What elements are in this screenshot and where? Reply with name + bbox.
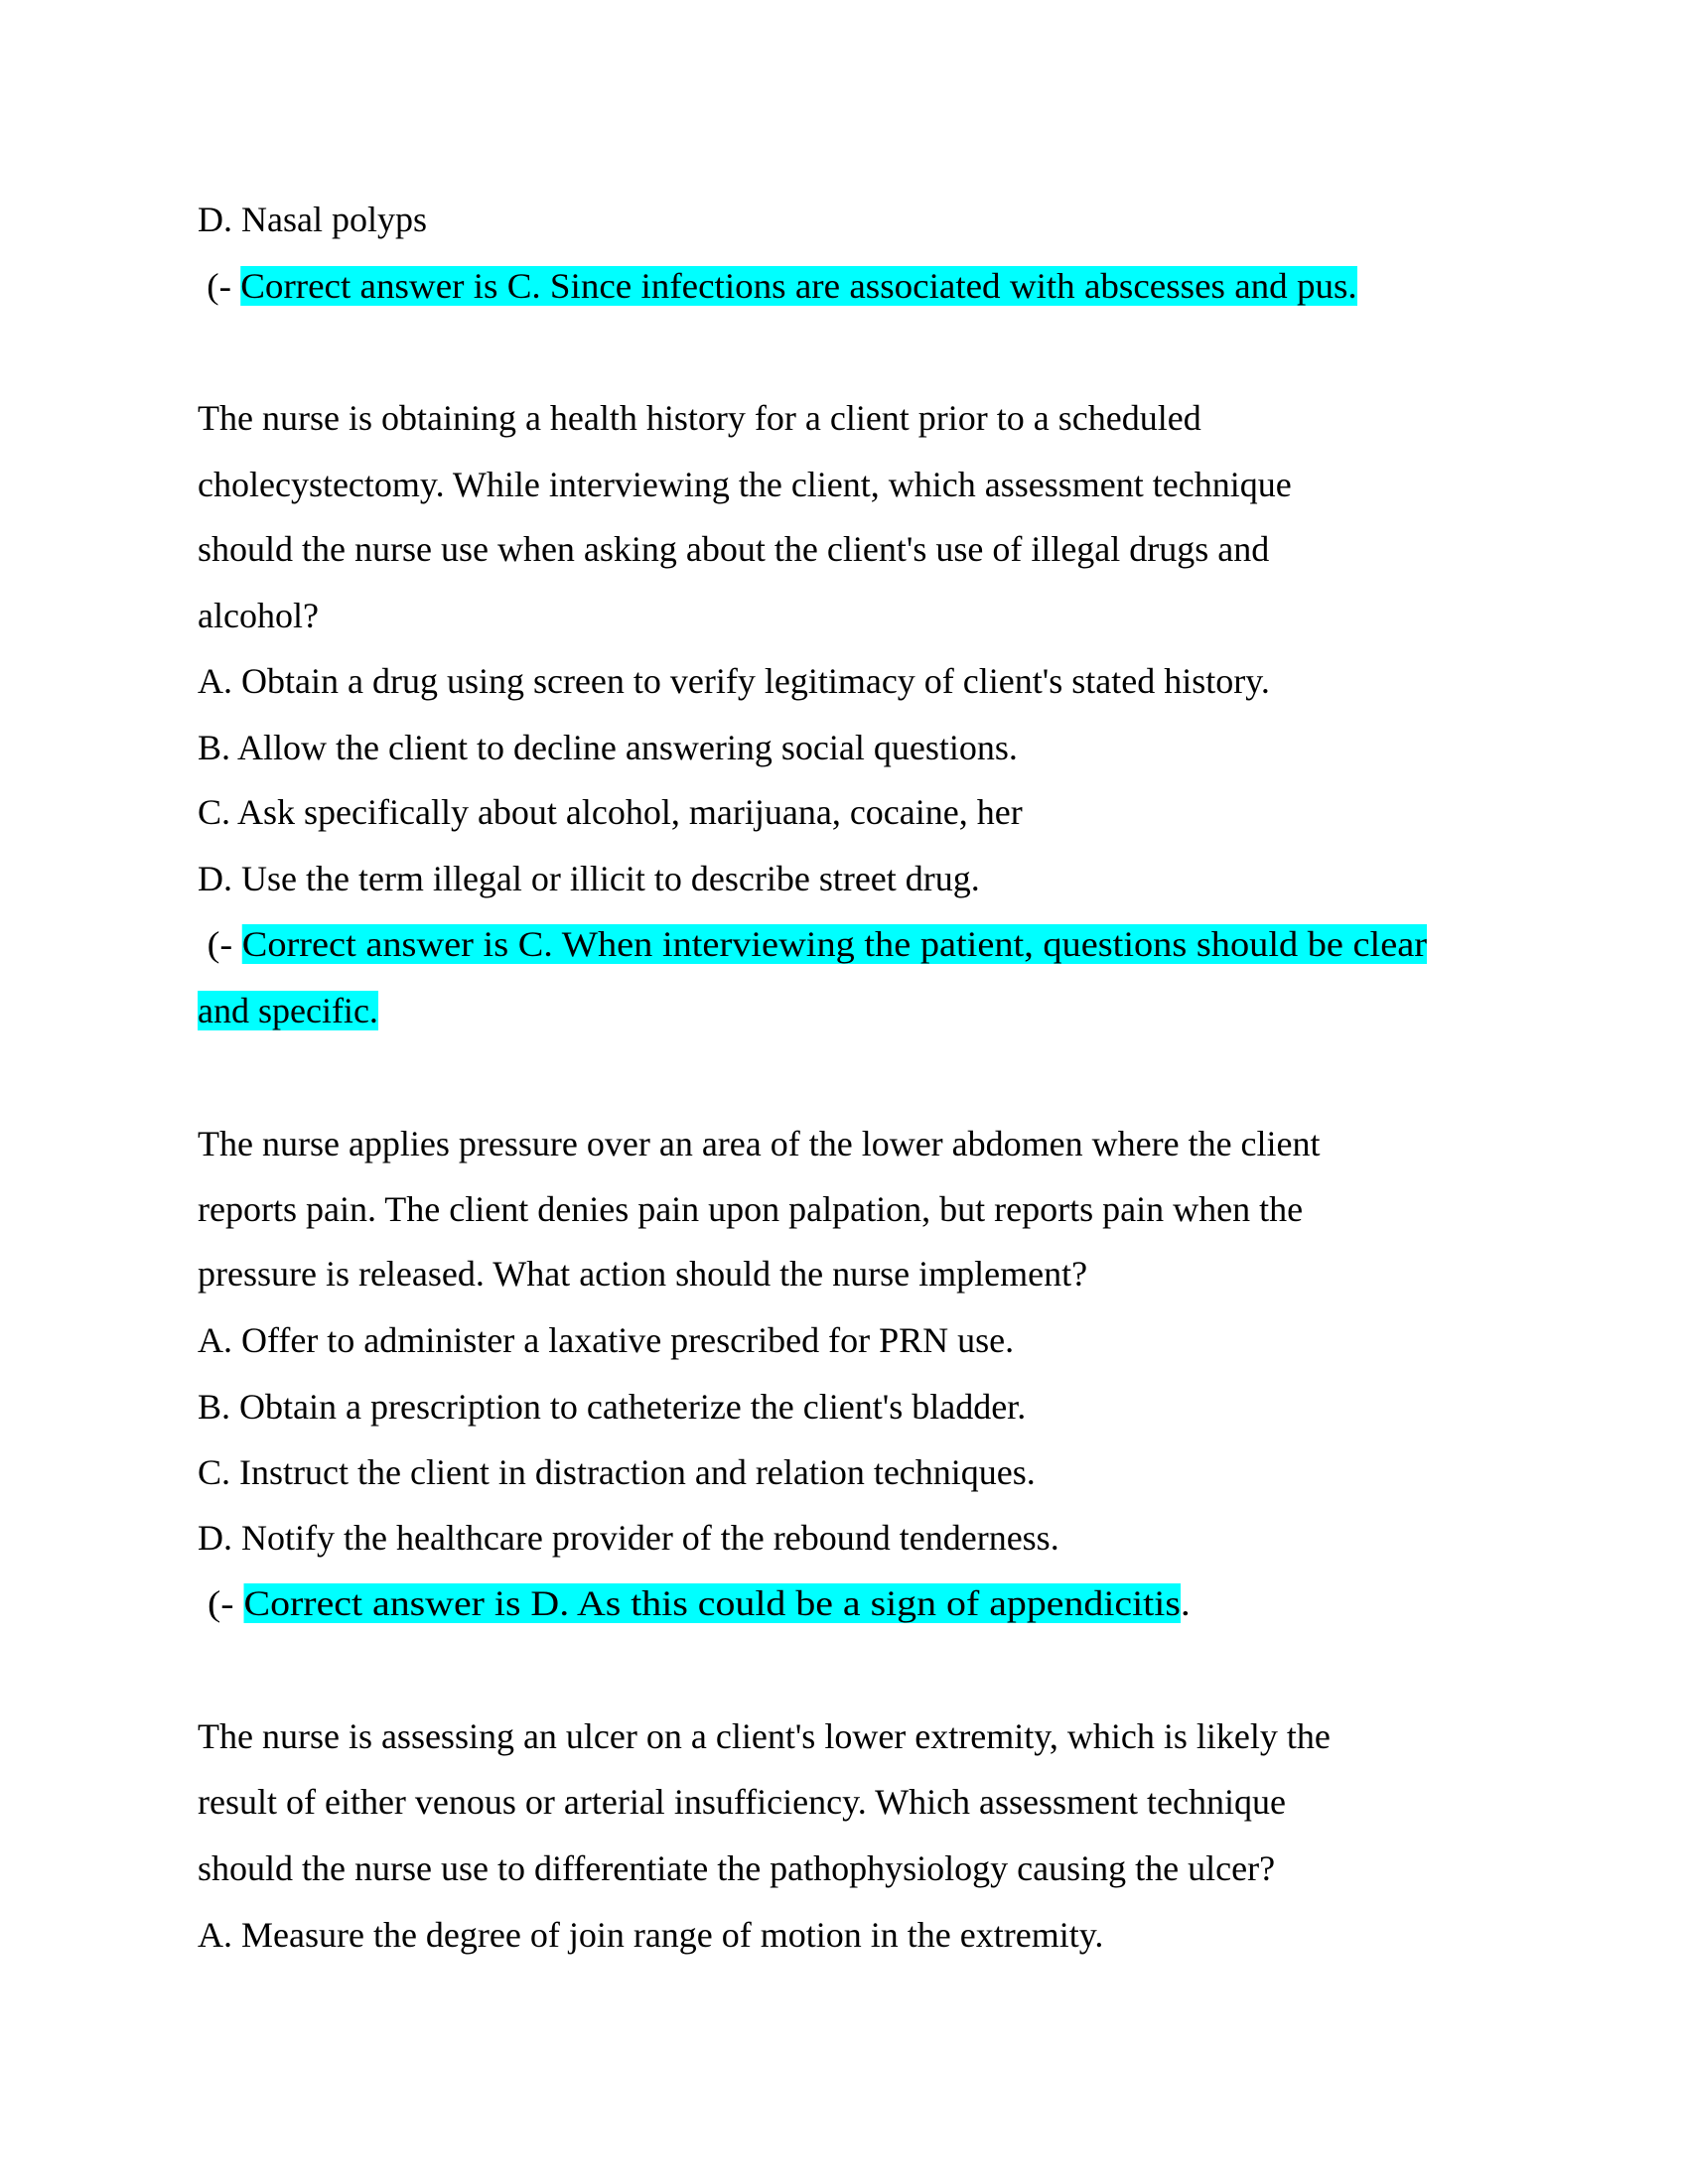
- answer-line: [198, 988, 378, 1033]
- answer-line: [198, 1580, 1191, 1626]
- question-text: should the nurse use to differentiate the pathophysiology causing the ulcer?: [198, 1848, 1276, 1888]
- question-text: The nurse is assessing an ulcer on a client's lower extremity, which is likely the: [198, 1716, 1331, 1756]
- question-text: alcohol?: [198, 596, 319, 635]
- answer-line: [198, 263, 1357, 309]
- answer-option: C. Ask specifically about alcohol, marijuana, cocaine, her: [198, 792, 1023, 832]
- answer-option: D. Use the term illegal or illicit to describe street drug.: [198, 859, 980, 898]
- question-text: should the nurse use when asking about the client's use of illegal drugs and: [198, 529, 1270, 569]
- answer-option: B. Allow the client to decline answering social questions.: [198, 728, 1018, 767]
- answer-line: [198, 921, 1427, 967]
- answer-highlight: and specific.: [198, 991, 378, 1030]
- answer-option: C. Instruct the client in distraction and relation techniques.: [198, 1452, 1036, 1492]
- answer-option: D. Notify the healthcare provider of the rebound tenderness.: [198, 1518, 1059, 1558]
- answer-prefix: (-: [198, 1583, 244, 1623]
- question-text: reports pain. The client denies pain upon palpation, but reports pain when the: [198, 1189, 1304, 1229]
- answer-prefix: (-: [198, 924, 242, 964]
- answer-option: D. Nasal polyps: [198, 200, 427, 239]
- answer-highlight: Correct answer is D. As this could be a sign of appendicitis: [243, 1583, 1181, 1623]
- answer-option: A. Offer to administer a laxative prescribed for PRN use.: [198, 1320, 1015, 1360]
- question-text: pressure is released. What action should the nurse implement?: [198, 1254, 1088, 1294]
- answer-option: A. Obtain a drug using screen to verify legitimacy of client's stated history.: [198, 661, 1270, 701]
- question-text: The nurse is obtaining a health history for a client prior to a scheduled: [198, 398, 1201, 438]
- answer-highlight: Correct answer is C. When interviewing the patient, questions should be clear: [241, 924, 1428, 964]
- answer-prefix: (-: [198, 266, 241, 306]
- answer-option: A. Measure the degree of join range of motion in the extremity.: [198, 1915, 1104, 1955]
- question-text: result of either venous or arterial insufficiency. Which assessment technique: [198, 1782, 1286, 1822]
- answer-highlight: Correct answer is C. Since infections are associated with abscesses and pus.: [240, 266, 1357, 306]
- question-text: cholecystectomy. While interviewing the client, which assessment technique: [198, 465, 1292, 504]
- question-text: The nurse applies pressure over an area of the lower abdomen where the client: [198, 1124, 1321, 1163]
- answer-option: B. Obtain a prescription to catheterize the client's bladder.: [198, 1387, 1027, 1427]
- answer-suffix: .: [1180, 1583, 1191, 1623]
